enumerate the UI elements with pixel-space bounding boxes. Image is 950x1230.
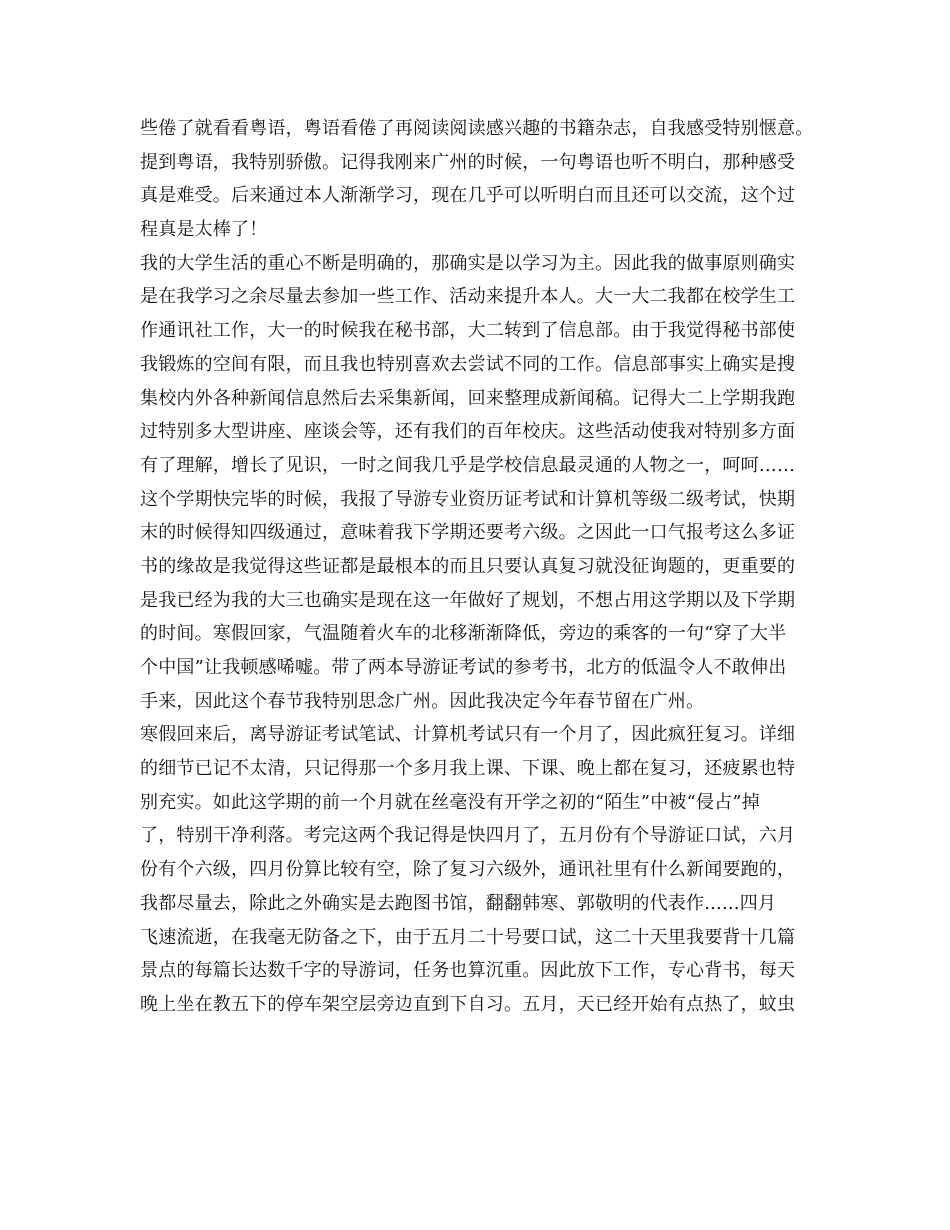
text-line: 了，特别干净利落。考完这两个我记得是快四月了，五月份有个导游证口试，六月 bbox=[140, 825, 796, 847]
text-line: 些倦了就看看粤语，粤语看倦了再阅读阅读感兴趣的书籍杂志，自我感受特别惬意。 bbox=[140, 118, 814, 139]
text-line: 的细节已记不太清，只记得那一个多月我上课、下课、晚上都在复习，还疲累也特 bbox=[140, 758, 796, 780]
text-line: 我都尽量去，除此之外确实是去跑图书馆，翻翻韩寒、郭敬明的代表作......四月 bbox=[140, 892, 777, 914]
text-line: 提到粤语，我特别骄傲。记得我刚来广州的时候，一句粤语也听不明白，那种感受 bbox=[140, 151, 796, 173]
text-line: 手来，因此这个春节我特别思念广州。因此我决定今年春节留在广州。 bbox=[140, 690, 705, 712]
text-line: 景点的每篇长达数千字的导游词，任务也算沉重。因此放下工作，专心背书，每天 bbox=[140, 960, 796, 982]
text-line: 个中国”让我顿感唏嘘。带了两本导游证考试的参考书，北方的低温令人不敢伸出 bbox=[140, 657, 787, 678]
text-line: 晚上坐在教五下的停车架空层旁边直到下自习。五月，天已经开始有点热了，蚊虫 bbox=[140, 993, 796, 1015]
body-text bbox=[140, 112, 812, 1022]
text-line: 是我已经为我的大三也确实是现在这一年做好了规划，不想占用这学期以及下学期 bbox=[140, 589, 796, 611]
text-line: 程真是太棒了！ bbox=[140, 219, 268, 241]
text-line: 有了理解，增长了见识，一时之间我几乎是学校信息最灵通的人物之一，呵呵…… bbox=[140, 454, 796, 476]
text-line: 末的时候得知四级通过，意味着我下学期还要考六级。之因此一口气报考这么多证 bbox=[140, 522, 796, 544]
text-line: 过特别多大型讲座、座谈会等，还有我们的百年校庆。这些活动使我对特别多方面 bbox=[140, 421, 796, 443]
text-line: 的时间。寒假回家，气温随着火车的北移渐渐降低，旁边的乘客的一句“穿了大半 bbox=[140, 623, 787, 645]
text-line: 真是难受。后来通过本人渐渐学习，现在几乎可以听明白而且还可以交流，这个过 bbox=[140, 185, 796, 207]
text-line: 这个学期快完毕的时候，我报了导游专业资历证考试和计算机等级二级考试，快期 bbox=[140, 488, 796, 510]
text-line: 是在我学习之余尽量去参加一些工作、活动来提升本人。大一大二我都在校学生工 bbox=[140, 286, 796, 308]
text-line: 寒假回来后，离导游证考试笔试、计算机考试只有一个月了，因此疯狂复习。详细 bbox=[140, 724, 796, 746]
text-line: 别充实。如此这学期的前一个月就在丝毫没有开学之初的“陌生”中被“侵占”掉 bbox=[140, 791, 761, 813]
text-line: 作通讯社工作，大一的时候我在秘书部，大二转到了信息部。由于我觉得秘书部使 bbox=[140, 320, 796, 342]
text-line: 份有个六级，四月份算比较有空，除了复习六级外，通讯社里有什么新闻要跑的， bbox=[140, 859, 796, 881]
text-line: 我锻炼的空间有限，而且我也特别喜欢去尝试不同的工作。信息部事实上确实是搜 bbox=[140, 353, 796, 375]
text-line: 飞速流逝，在我毫无防备之下，由于五月二十号要口试，这二十天里我要背十几篇 bbox=[140, 926, 796, 948]
text-line: 书的缘故是我觉得这些证都是最根本的而且只要认真复习就没征询题的，更重要的 bbox=[140, 555, 796, 577]
text-line: 我的大学生活的重心不断是明确的，那确实是以学习为主。因此我的做事原则确实 bbox=[140, 252, 796, 274]
text-line: 集校内外各种新闻信息然后去采集新闻，回来整理成新闻稿。记得大二上学期我跑 bbox=[140, 387, 796, 409]
